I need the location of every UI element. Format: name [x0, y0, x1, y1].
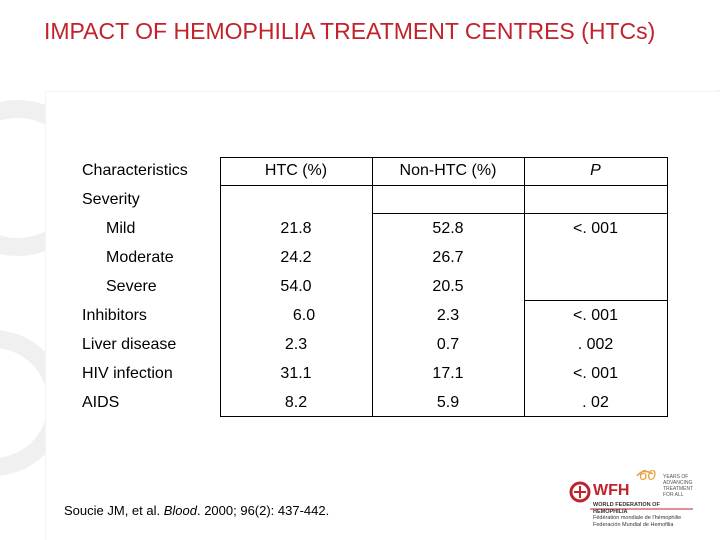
row-non-htc: 5.9	[436, 394, 460, 411]
row-htc: 8.2	[284, 394, 308, 411]
row-label: AIDS	[82, 394, 120, 411]
row-non-htc: 52.8	[432, 220, 464, 237]
logo-tagline-line1: YEARS OF ADVANCING	[663, 474, 693, 486]
row-htc: 31.1	[280, 365, 312, 382]
data-table	[78, 157, 668, 417]
table-bottom-border	[220, 416, 668, 417]
row-htc: 6.0	[292, 307, 316, 324]
logo-name	[593, 502, 695, 528]
row-non-htc: 0.7	[436, 336, 460, 353]
logo-name-es: Federación Mundial de Hemofilia	[593, 521, 674, 528]
row-htc: 54.0	[280, 278, 312, 295]
row-non-htc: 20.5	[432, 278, 464, 295]
row-non-htc: 17.1	[432, 365, 464, 382]
logo-tagline	[663, 474, 695, 498]
row-p: . 02	[582, 394, 609, 411]
row-p: <. 001	[573, 365, 618, 382]
slide-title: IMPACT OF HEMOPHILIA TREATMENT CENTRES (HTCs)	[44, 18, 656, 44]
row-htc: 2.3	[284, 336, 308, 353]
wfh-logo	[567, 467, 695, 528]
row-p: <. 001	[573, 220, 618, 237]
row-label: Inhibitors	[82, 307, 147, 324]
row-label: Severe	[106, 278, 157, 295]
citation-journal: Blood	[163, 503, 197, 518]
row-non-htc: 2.3	[436, 307, 460, 324]
header-htc: HTC (%)	[264, 162, 328, 179]
row-label: Moderate	[106, 249, 174, 266]
row-label: Mild	[106, 220, 136, 237]
section-divider	[372, 213, 668, 214]
row-non-htc: 26.7	[432, 249, 464, 266]
table-divider	[667, 157, 668, 417]
header-non-htc: Non-HTC (%)	[399, 162, 497, 179]
row-htc: 21.8	[280, 220, 312, 237]
logo-acronym: WFH	[593, 482, 630, 499]
citation-details: . 2000; 96(2): 437-442.	[196, 503, 330, 518]
logo-anniversary: 60	[639, 467, 656, 484]
header-characteristics: Characteristics	[82, 162, 188, 179]
header-p: P	[590, 162, 601, 179]
citation	[64, 503, 329, 518]
logo-name-en: WORLD FEDERATION OF HEMOPHILIA	[593, 502, 660, 515]
header-divider	[220, 185, 668, 186]
row-label: Liver disease	[82, 336, 177, 353]
row-p: <. 001	[573, 307, 618, 324]
row-htc: 24.2	[280, 249, 312, 266]
logo-name-fr: Fédération mondiale de l'hémophilie	[593, 515, 682, 521]
severity-label: Severity	[82, 191, 140, 208]
table-top-border	[220, 157, 668, 158]
citation-authors: Soucie JM, et al.	[64, 503, 164, 518]
row-label: HIV infection	[82, 365, 173, 382]
row-p: . 002	[577, 336, 614, 353]
section-divider	[524, 300, 667, 301]
logo-tagline-line2: TREATMENT FOR ALL	[663, 486, 694, 498]
